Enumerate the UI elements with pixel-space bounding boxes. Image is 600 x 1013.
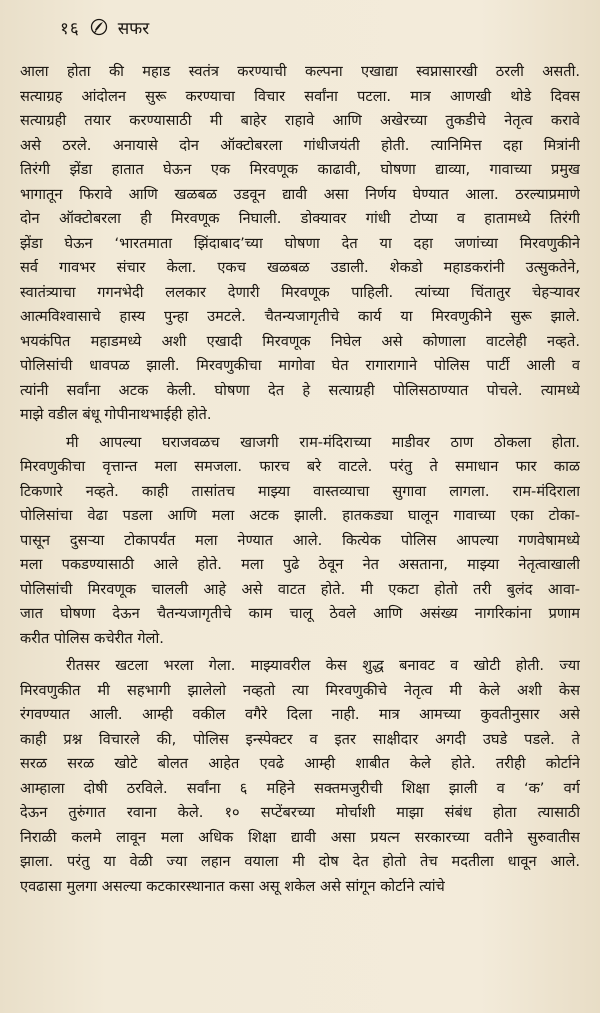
text-line: मला पकडण्यासाठी आले होते. मला पुढे ठेवून नेत असताना, माझ्या नेतृत्वाखाली xyxy=(20,556,580,573)
quill-emblem-icon xyxy=(90,18,108,36)
text-line: असे ठरले. अनायासे दोन ऑक्टोबरला गांधीजयंती होती. त्यानिमित्त दहा मित्रांनी xyxy=(20,136,580,154)
text-line: निराळी कलमे लावून मला अधिक शिक्षा द्यावी असा प्रयत्न सरकारच्या वतीने सुरुवातीस xyxy=(20,828,580,846)
text-line: सत्याग्रही तयार करण्यासाठी मी बाहेर राहावे आणि अखेरच्या तुकडीचे नेतृत्व करावे xyxy=(20,112,580,129)
text-line: दोन ऑक्टोबरला ही मिरवणूक निघाली. डोक्यावर गांधी टोप्या व हातामध्ये तिरंगी xyxy=(20,210,580,227)
text-line: मी आपल्या घराजवळच खाजगी राम-मंदिराच्या माडीवर ठाण ठोकला होता. xyxy=(66,433,580,451)
text-line: झेंडा घेऊन ‘भारतमाता झिंदाबाद’च्या घोषणा देत या दहा जणांच्या मिरवणुकीने xyxy=(20,234,580,252)
paragraph xyxy=(20,654,580,899)
page-number: १६ xyxy=(60,18,80,39)
text-line: भयकंपित महाडमध्ये अशी एखादी मिरवणूक निघेल असे कोणाला वाटलेही नव्हते. xyxy=(20,332,580,350)
text-line: आला होता की महाड स्वतंत्र करण्याची कल्पना एखाद्या स्वप्नासारखी ठरली असती. xyxy=(20,63,580,80)
text-line: स्वातंत्र्याचा गगनभेदी ललकार देणारी मिरवणूक पाहिली. त्यांच्या चिंतातुर चेहऱ्यावर xyxy=(20,283,580,301)
text-line: एवढासा मुलगा असल्या कटकारस्थानात कसा असू शकेल असे सांगून कोर्टाने त्यांचे xyxy=(20,877,445,895)
text-line: पोलिसांचा वेढा पडला आणि मला अटक झाली. हातकड्या घालून गावाच्या एका टोका- xyxy=(20,507,580,524)
text-line: काही प्रश्न विचारले की, पोलिस इन्स्पेक्टर व इतर साक्षीदार अगदी उघडे पडले. ते xyxy=(20,730,580,748)
text-line: टिकणारे नव्हते. काही तासांतच माझ्या वास्तव्याचा सुगावा लागला. राम-मंदिराला xyxy=(20,482,580,500)
text-line: सर्व गावभर संचार केला. एकच खळबळ उडाली. शेकडो महाडकरांनी उत्सुकतेने, xyxy=(20,259,580,276)
text-line: आम्हाला दोषी ठरविले. सर्वांना ६ महिने सक्तमजुरीची शिक्षा झाली व ‘क’ वर्ग xyxy=(20,779,580,797)
text-line: मिरवणुकीत मी सहभागी झालेलो नव्हतो त्या मिरवणुकीचे नेतृत्व मी केले अशी केस xyxy=(20,681,580,699)
text-line: झाला. परंतु या वेळी ज्या लहान वयाला मी दोष देत होतो तेच मदतीला धावून आले. xyxy=(20,853,580,870)
text-line: मिरवणुकीचा वृत्तान्त मला समजला. फारच बरे वाटले. परंतु ते समाधान फार काळ xyxy=(20,458,580,475)
text-line: सत्याग्रह आंदोलन सुरू करण्याचा विचार सर्वांना पटला. मात्र आणखी थोडे दिवस xyxy=(20,87,580,105)
text-line: जात घोषणा देऊन चैतन्यजागृतीचे काम चालू ठेवले आणि असंख्य नागरिकांना प्रणाम xyxy=(20,605,580,622)
running-title: सफर xyxy=(117,18,150,39)
paragraph xyxy=(20,431,580,652)
text-line: पासून दुसऱ्या टोकापर्यंत मला नेण्यात आले. कित्येक पोलिस आपल्या गणवेषामध्ये xyxy=(20,531,580,549)
text-line: रंगवण्यात आली. आम्ही वकील वगैरे दिला नाही. मात्र आमच्या कुवतीनुसार असे xyxy=(20,706,580,723)
text-line: रीतसर खटला भरला गेला. माझ्यावरील केस शुद्ध बनावट व खोटी होती. ज्या xyxy=(66,657,580,674)
text-line: त्यांनी सर्वांना अटक केली. घोषणा देत हे सत्याग्रही पोलिसठाण्यात पोचले. त्यामध्ये xyxy=(20,381,580,399)
text-line: देऊन तुरुंगात रवाना केले. १० सप्टेंबरच्या मोर्चाशी माझा संबंध होता त्यासाठी xyxy=(20,804,580,821)
paragraph xyxy=(20,60,580,428)
text-line: तिरंगी झेंडा हातात घेऊन एक मिरवणूक काढावी, घोषणा द्याव्या, गावाच्या प्रमुख xyxy=(20,161,580,178)
text-line: माझे वडील बंधू गोपीनाथभाईही होते. xyxy=(20,406,212,423)
text-line: सरळ सरळ खोटे बोलत आहेत एवढे आम्ही शाबीत केले होते. तरीही कोर्टाने xyxy=(20,755,580,772)
page-header xyxy=(60,12,149,42)
text-line: करीत पोलिस कचेरीत गेलो. xyxy=(20,629,164,647)
text-line: पोलिसांची मिरवणूक चालली आहे असे वाटत होते. मी एकटा होतो तरी बुलंद आवा- xyxy=(20,580,580,598)
body-text xyxy=(20,60,580,902)
text-line: भागातून फिरावे आणि खळबळ उडवून द्यावी असा निर्णय घेण्यात आला. ठरल्याप्रमाणे xyxy=(20,185,580,203)
text-line: पोलिसांची धावपळ झाली. मिरवणुकीचा मागोवा घेत रागारागाने पोलिस पार्टी आली व xyxy=(20,357,580,374)
text-line: आत्मविश्वासाचे हास्य पुन्हा उमटले. चैतन्यजागृतीचे कार्य या मिरवणुकीने सुरू झाले. xyxy=(20,308,580,325)
